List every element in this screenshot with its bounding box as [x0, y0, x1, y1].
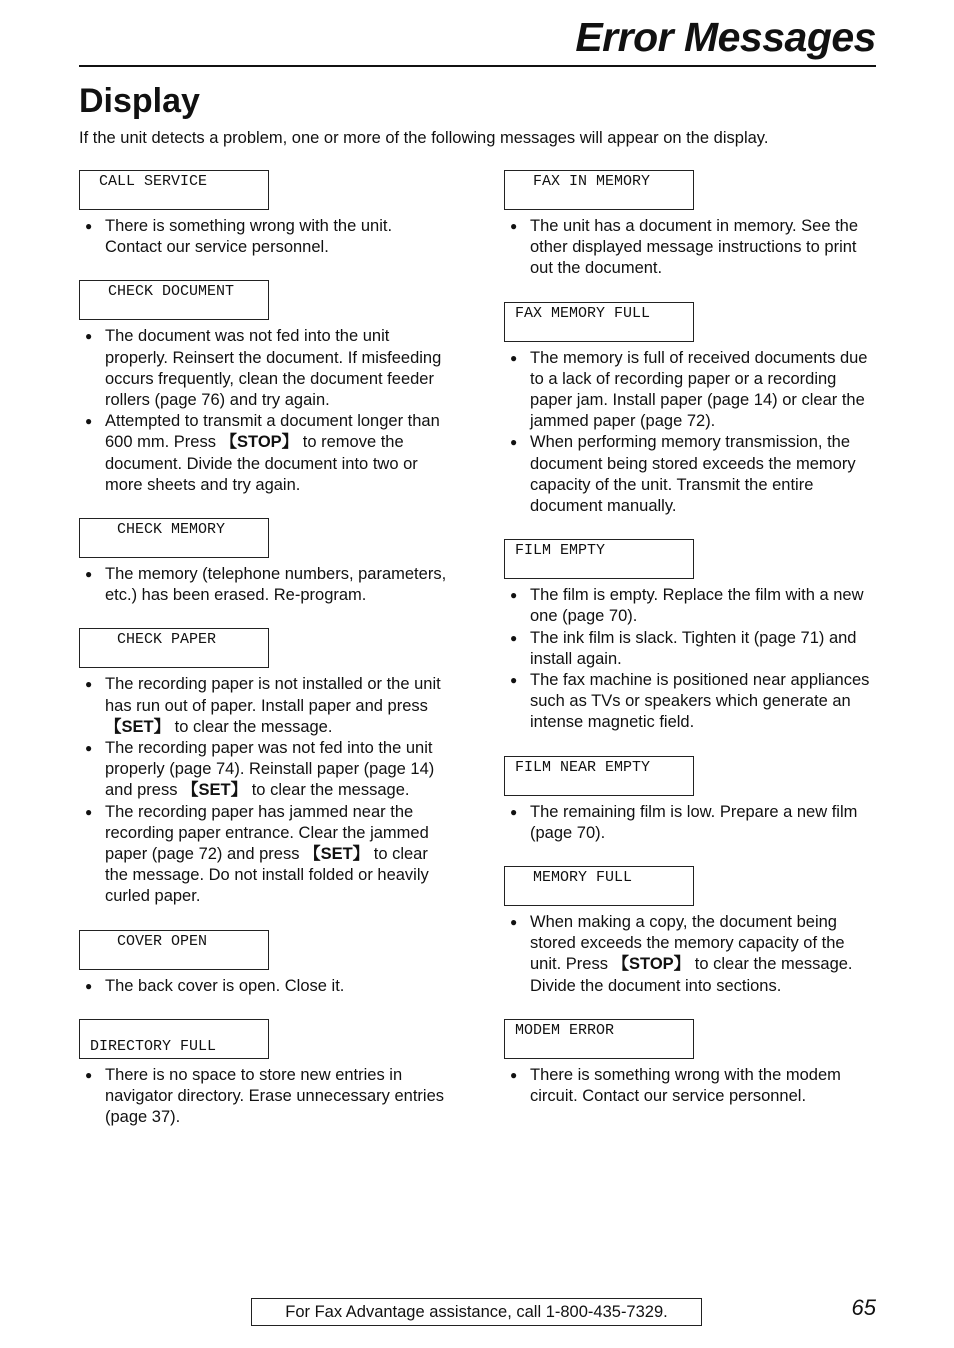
explanation-item: ● When making a copy, the document being stored exceeds the memory capacity of the unit. Press 【STOP】 to clear the message. Divide the document into sections. [504, 912, 876, 997]
display-message-box: FILM NEAR EMPTY [504, 756, 694, 796]
error-entry [504, 866, 876, 997]
explanation-item: ● The film is empty. Replace the film with a new one (page 70). [504, 585, 876, 627]
explanation-item: ● The recording paper is not installed or the unit has run out of paper. Install paper and press 【SET】 to clear the message. [79, 674, 451, 738]
explanation-list [79, 1065, 451, 1129]
explanation-list [504, 348, 876, 518]
error-entry [79, 518, 451, 606]
display-message-box: MEMORY FULL [504, 866, 694, 906]
explanation-item: ● There is something wrong with the modem circuit. Contact our service personnel. [504, 1065, 876, 1107]
key-label: 【STOP】 [220, 433, 299, 452]
explanation-list [504, 802, 876, 844]
display-message-box: DIRECTORY FULL [79, 1019, 269, 1059]
display-message-box: CHECK PAPER [79, 628, 269, 668]
display-message-box: FILM EMPTY [504, 539, 694, 579]
error-entry [79, 280, 451, 496]
explanation-list [79, 216, 451, 258]
error-entry [79, 628, 451, 907]
explanation-item: ● The recording paper has jammed near the recording paper entrance. Clear the jammed paper (page 72) and press 【SET】 to clear the message. Do not install folded or heavily curled paper. [79, 802, 451, 908]
error-entry [504, 756, 876, 844]
explanation-item: ● The memory (telephone numbers, parameters, etc.) has been erased. Re-program. [79, 564, 451, 606]
explanation-item: ● The unit has a document in memory. See the other displayed message instructions to print out the document. [504, 216, 876, 280]
error-entry [79, 170, 451, 258]
explanation-item: ● The memory is full of received documents due to a lack of recording paper or a recording paper jam. Install paper (page 14) or clear the jammed paper (page 72). [504, 348, 876, 433]
key-label: 【SET】 [182, 781, 248, 800]
error-entry [504, 539, 876, 733]
display-message-box: CHECK DOCUMENT [79, 280, 269, 320]
page-header-title: Error Messages [575, 14, 876, 60]
key-label: 【STOP】 [612, 955, 691, 974]
section-title: Display [79, 82, 200, 120]
error-entry [79, 930, 451, 997]
explanation-item: ● When performing memory transmission, the document being stored exceeds the memory capacity of the unit. Transmit the entire document manually. [504, 432, 876, 517]
explanation-item: ● The fax machine is positioned near appliances such as TVs or speakers which generate an intense magnetic field. [504, 670, 876, 734]
error-entry [504, 1019, 876, 1107]
header-rule [79, 65, 876, 67]
explanation-list [79, 326, 451, 496]
display-message-box: FAX MEMORY FULL [504, 302, 694, 342]
display-message-box: CHECK MEMORY [79, 518, 269, 558]
explanation-list [79, 976, 451, 997]
page-number: 65 [851, 1295, 876, 1320]
error-entry [79, 1019, 451, 1129]
intro-paragraph: If the unit detects a problem, one or more of the following messages will appear on the display. [79, 129, 769, 147]
footer-assistance-box: For Fax Advantage assistance, call 1-800-435-7329. [251, 1298, 702, 1326]
explanation-list [79, 674, 451, 907]
explanation-item: ● The document was not fed into the unit properly. Reinsert the document. If misfeeding occurs frequently, clean the document feeder rollers (page 76) and try again. [79, 326, 451, 411]
display-message-box: MODEM ERROR [504, 1019, 694, 1059]
display-message-box: FAX IN MEMORY [504, 170, 694, 210]
explanation-item: ● The ink film is slack. Tighten it (page 71) and install again. [504, 628, 876, 670]
explanation-list [504, 585, 876, 733]
error-entry [504, 170, 876, 280]
explanation-list [504, 216, 876, 280]
left-column [79, 170, 451, 1150]
explanation-item: ● Attempted to transmit a document longer than 600 mm. Press 【STOP】 to remove the document. Divide the document into two or more sheets and try again. [79, 411, 451, 496]
right-column [504, 170, 876, 1129]
explanation-item: ● The back cover is open. Close it. [79, 976, 451, 997]
explanation-list [504, 912, 876, 997]
explanation-item: ● There is no space to store new entries in navigator directory. Erase unnecessary entries (page 37). [79, 1065, 451, 1129]
error-entry [504, 302, 876, 518]
explanation-list [79, 564, 451, 606]
explanation-item: ● The recording paper was not fed into the unit properly (page 74). Reinstall paper (page 14) and press 【SET】 to clear the message. [79, 738, 451, 802]
display-message-box: COVER OPEN [79, 930, 269, 970]
key-label: 【SET】 [105, 717, 171, 736]
explanation-item: ● There is something wrong with the unit. Contact our service personnel. [79, 216, 451, 258]
explanation-list [504, 1065, 876, 1107]
key-label: 【SET】 [304, 845, 370, 864]
explanation-item: ● The remaining film is low. Prepare a new film (page 70). [504, 802, 876, 844]
display-message-box: CALL SERVICE [79, 170, 269, 210]
